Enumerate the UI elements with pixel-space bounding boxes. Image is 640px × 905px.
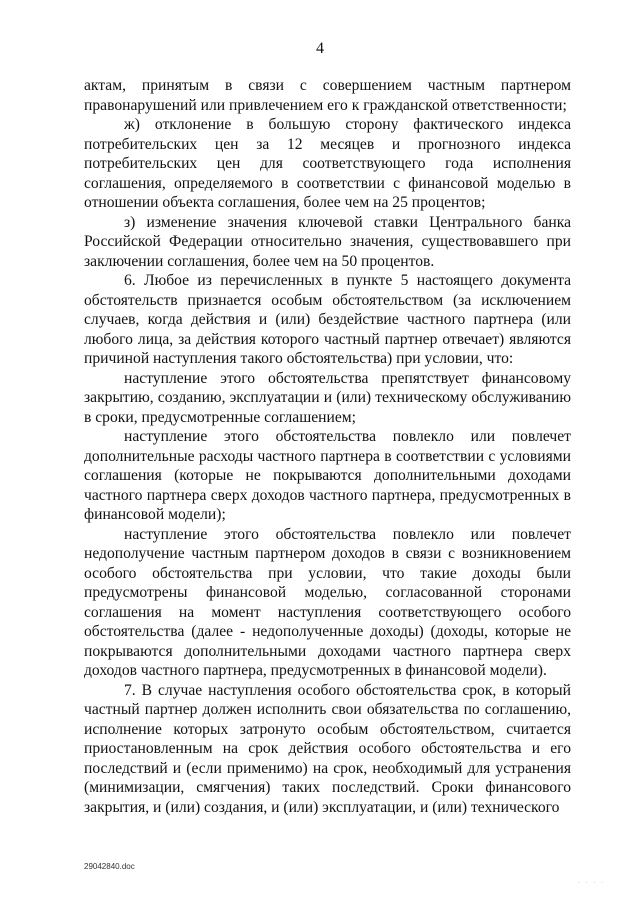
paragraph-condition-1: наступление этого обстоятельства препятствует финансовому закрытию, созданию, эксплуатации и (или) техническому обслуживанию в сроки, предусмотренные соглашением;	[84, 369, 571, 426]
footer-file-name: 29042840.doc	[84, 862, 135, 871]
paragraph-condition-2: наступление этого обстоятельства повлекло или повлечет дополнительные расходы частного партнера в соответствии с условиями соглашения (которые не покрываются дополнительными доходами частного партнера сверх доходов частного партнера, предусмотренных в финансовой модели);	[84, 428, 571, 523]
paragraph-item-z: з) изменение значения ключевой ставки Центрального банка Российской Федерации относительно значения, существовавшего при заключении соглашения, более чем на 50 процентов.	[84, 213, 571, 270]
corner-mark: · · · ·	[578, 880, 605, 886]
paragraph-condition-3: наступление этого обстоятельства повлекло или повлечет недополучение частным партнером доходов в связи с возникновением особого обстоятельства при условии, что такие доходы были предусмотрены финансовой моделью, согласованной сторонами соглашения на момент наступления соответствующего особого обстоятельства (далее - недополученные доходы) (доходы, которые не покрываются дополнительными доходами частного партнера сверх доходов частного партнера, предусмотренных в финансовой модели).	[84, 525, 571, 679]
page-number: 4	[316, 40, 324, 57]
paragraph-clause-7: 7. В случае наступления особого обстоятельства срок, в который частный партнер должен исполнить свои обязательства по соглашению, исполнение которых затронуто особым обстоятельством, считается приостановленным на срок действия особого обстоятельства и его последствий и (если применимо) на срок, необходимый для устранения (минимизации, смягчения) таких последствий. Сроки финансового закрытия, и (или) создания, и (или) эксплуатации, и (или) технического	[84, 681, 571, 816]
paragraph-clause-6: 6. Любое из перечисленных в пункте 5 настоящего документа обстоятельств признается особым обстоятельством (за исключением случаев, когда действия и (или) бездействие частного партнера (или любого лица, за действия которого частный партнер отвечает) являются причиной наступления такого обстоятельства) при условии, что:	[84, 272, 571, 367]
paragraph-item-zh: ж) отклонение в большую сторону фактического индекса потребительских цен за 12 месяцев и прогнозного индекса потребительских цен для соответствующего года исполнения соглашения, определяемого в соответствии с финансовой моделью в отношении объекта соглашения, более чем на 25 процентов;	[84, 116, 571, 211]
document-body	[84, 76, 571, 817]
paragraph-continuation: актам, принятым в связи с совершением частным партнером правонарушений или привлечением его к гражданской ответственности;	[84, 77, 571, 114]
